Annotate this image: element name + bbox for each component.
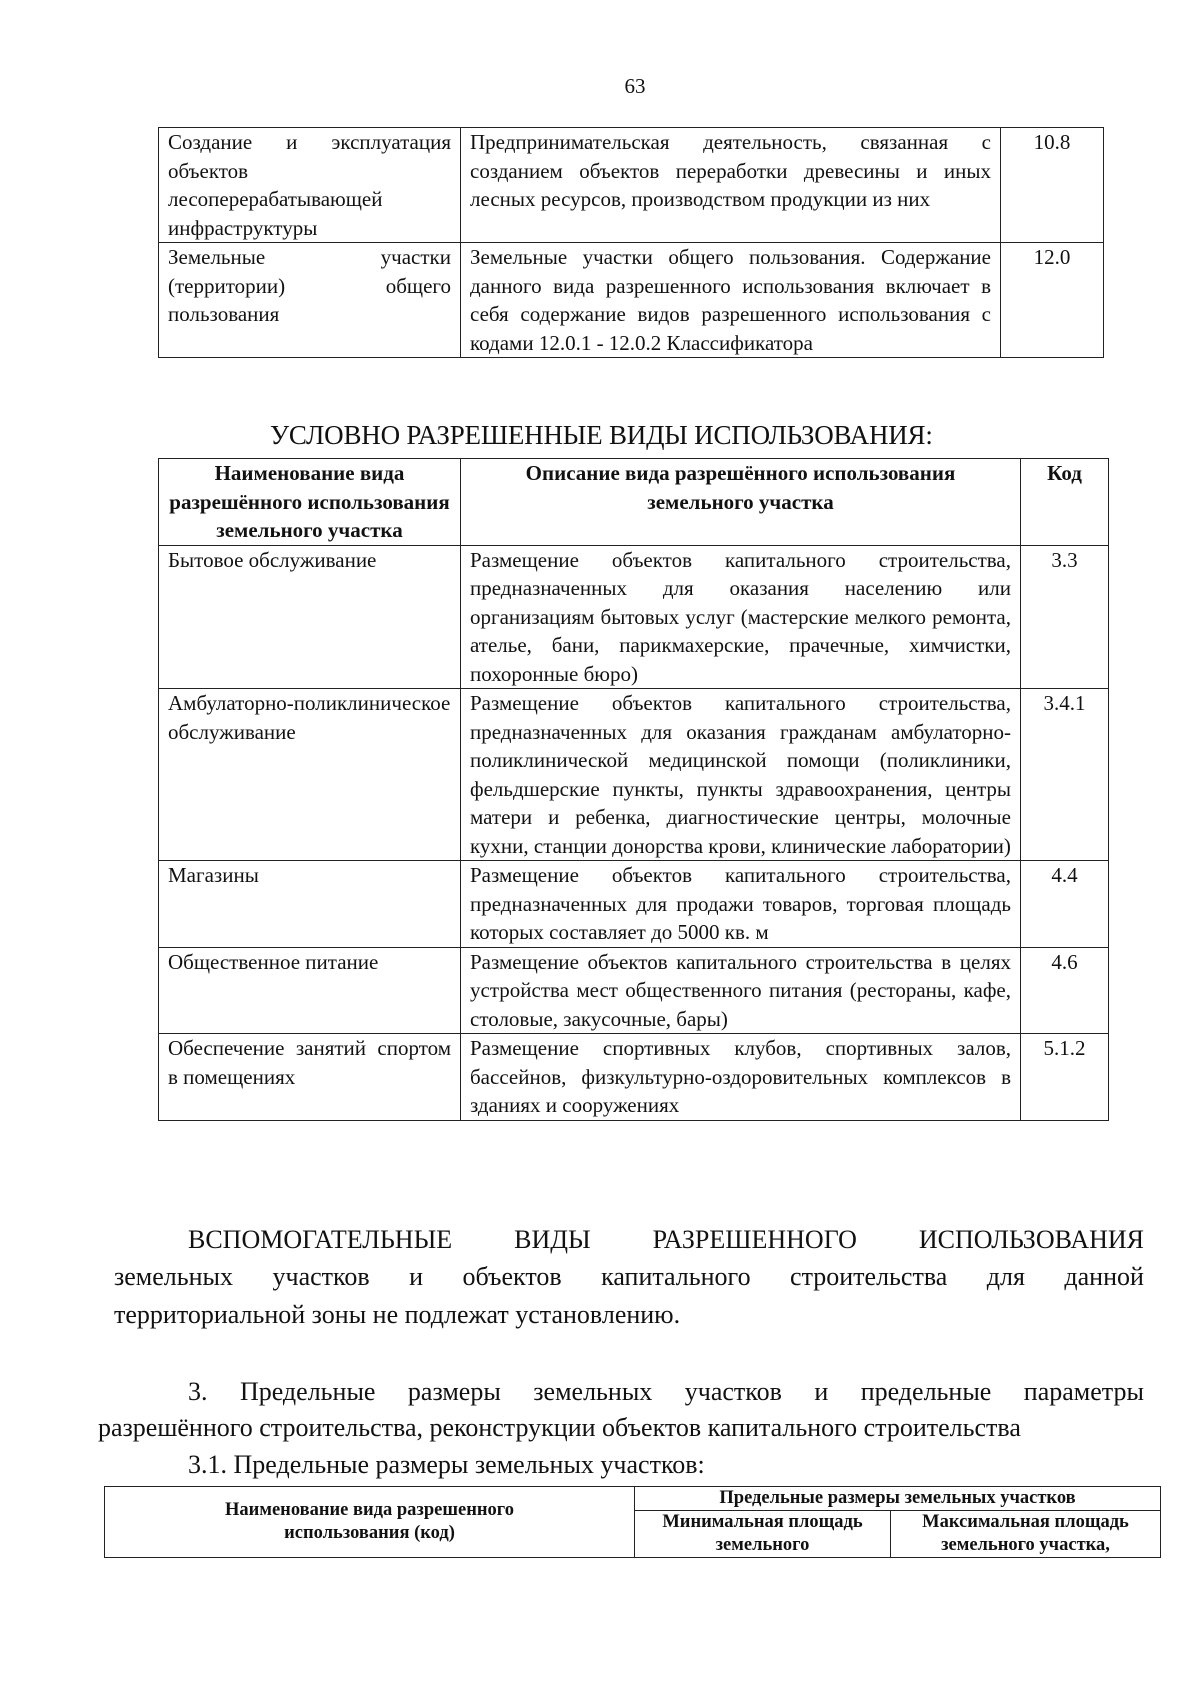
use-name-cell: Земельные участки (территории) общего пользования — [159, 243, 461, 358]
header-size-limits: Предельные размеры земельных участков — [635, 1487, 1161, 1511]
use-name-cell: Общественное питание — [159, 947, 461, 1034]
aux-word: строительства — [790, 1262, 948, 1291]
section3-word: 3. — [188, 1377, 208, 1406]
table-row — [159, 545, 1109, 689]
table-header-row — [105, 1487, 1161, 1511]
use-code-cell: 4.4 — [1021, 861, 1109, 948]
section3-word: предельные — [860, 1377, 992, 1406]
section3-word: параметры — [1023, 1377, 1144, 1406]
permitted-use-table-continued — [158, 127, 1104, 358]
aux-word: объектов — [462, 1262, 562, 1291]
header-name: Наименование вида разрешённого использования земельного участка — [159, 459, 461, 546]
section3-word: и — [814, 1377, 829, 1406]
use-code-cell: 5.1.2 — [1021, 1034, 1109, 1121]
conditional-uses-table — [158, 458, 1109, 1121]
section3-word: земельных — [533, 1377, 653, 1406]
auxiliary-paragraph-line1 — [188, 1225, 1144, 1255]
header-max-area: Максимальная площадь земельного участка, — [891, 1511, 1161, 1558]
use-code-cell: 10.8 — [1001, 128, 1104, 243]
section3-word: Предельные — [239, 1377, 376, 1406]
auxiliary-paragraph-line2 — [114, 1262, 1144, 1292]
table-row — [159, 128, 1104, 243]
aux-word: участков — [272, 1262, 370, 1291]
table-row — [159, 689, 1109, 861]
use-code-cell: 3.4.1 — [1021, 689, 1109, 861]
header-min-area: Минимальная площадь земельного — [635, 1511, 891, 1558]
aux-word: и — [409, 1262, 423, 1291]
aux-word: ВСПОМОГАТЕЛЬНЫЕ — [188, 1225, 453, 1254]
use-name-cell: Бытовое обслуживание — [159, 545, 461, 689]
aux-word: ВИДЫ — [514, 1225, 591, 1254]
table-row — [159, 1034, 1109, 1121]
use-description-cell: Размещение объектов капитального строительства, предназначенных для продажи товаров, торговая площадь которых составляет до 5000 кв. м — [461, 861, 1021, 948]
use-description-cell: Размещение объектов капитального строительства, предназначенных для оказания населению или организациям бытовых услуг (мастерские мелкого ремонта, ателье, бани, парикмахерские, прачечные, химчистки, похоронные бюро) — [461, 545, 1021, 689]
section3-line2: разрешённого строительства, реконструкции объектов капитального строительства — [98, 1413, 1021, 1442]
aux-word: земельных — [114, 1262, 234, 1291]
use-description-cell: Земельные участки общего пользования. Содержание данного вида разрешенного использования включает в себя содержание видов разрешенного использования с кодами 12.0.1 - 12.0.2 Классификатора — [461, 243, 1001, 358]
table-header-row — [159, 459, 1109, 546]
section3-word: размеры — [407, 1377, 501, 1406]
table-row — [159, 947, 1109, 1034]
use-code-cell: 4.6 — [1021, 947, 1109, 1034]
table-row — [159, 861, 1109, 948]
plot-size-limits-table — [104, 1486, 1161, 1558]
use-name-cell: Создание и эксплуатация объектов лесоперерабатывающей инфраструктуры — [159, 128, 461, 243]
use-description-cell: Размещение объектов капитального строительства в целях устройства мест общественного питания (рестораны, кафе, столовые, закусочные, бары) — [461, 947, 1021, 1034]
conditional-uses-heading: УСЛОВНО РАЗРЕШЕННЫЕ ВИДЫ ИСПОЛЬЗОВАНИЯ: — [270, 420, 933, 450]
use-description-cell: Размещение спортивных клубов, спортивных залов, бассейнов, физкультурно-оздоровительных комплексов в зданиях и сооружениях — [461, 1034, 1021, 1121]
use-code-cell: 12.0 — [1001, 243, 1104, 358]
use-name-cell: Магазины — [159, 861, 461, 948]
auxiliary-paragraph-line3: территориальной зоны не подлежат установлению. — [114, 1300, 681, 1329]
use-description-cell: Предпринимательская деятельность, связанная с созданием объектов переработки древесины и иных лесных ресурсов, производством продукции из них — [461, 128, 1001, 243]
aux-word: данной — [1064, 1262, 1144, 1291]
section3-subheading: 3.1. Предельные размеры земельных участков: — [188, 1450, 705, 1479]
use-name-cell: Обеспечение занятий спортом в помещениях — [159, 1034, 461, 1121]
use-description-cell: Размещение объектов капитального строительства, предназначенных для оказания гражданам амбулаторно-поликлинической медицинской помощи (поликлиники, фельдшерские пункты, пункты здравоохранения, центры матери и ребенка, диагностические центры, молочные кухни, станции донорства крови, клинические лаборатории) — [461, 689, 1021, 861]
page-number: 63 — [624, 74, 646, 98]
table-row — [159, 243, 1104, 358]
aux-word: капитального — [601, 1262, 751, 1291]
header-code: Код — [1021, 459, 1109, 546]
use-name-cell: Амбулаторно-поликлиническое обслуживание — [159, 689, 461, 861]
aux-word: ИСПОЛЬЗОВАНИЯ — [918, 1225, 1144, 1254]
header-use-name: Наименование вида разрешенного использования (код) — [105, 1487, 635, 1558]
header-description: Описание вида разрешённого использования земельного участка — [461, 459, 1021, 546]
aux-word: для — [986, 1262, 1025, 1291]
section3-line1 — [188, 1377, 1144, 1407]
use-code-cell: 3.3 — [1021, 545, 1109, 689]
section3-word: участков — [684, 1377, 782, 1406]
aux-word: РАЗРЕШЕННОГО — [652, 1225, 857, 1254]
